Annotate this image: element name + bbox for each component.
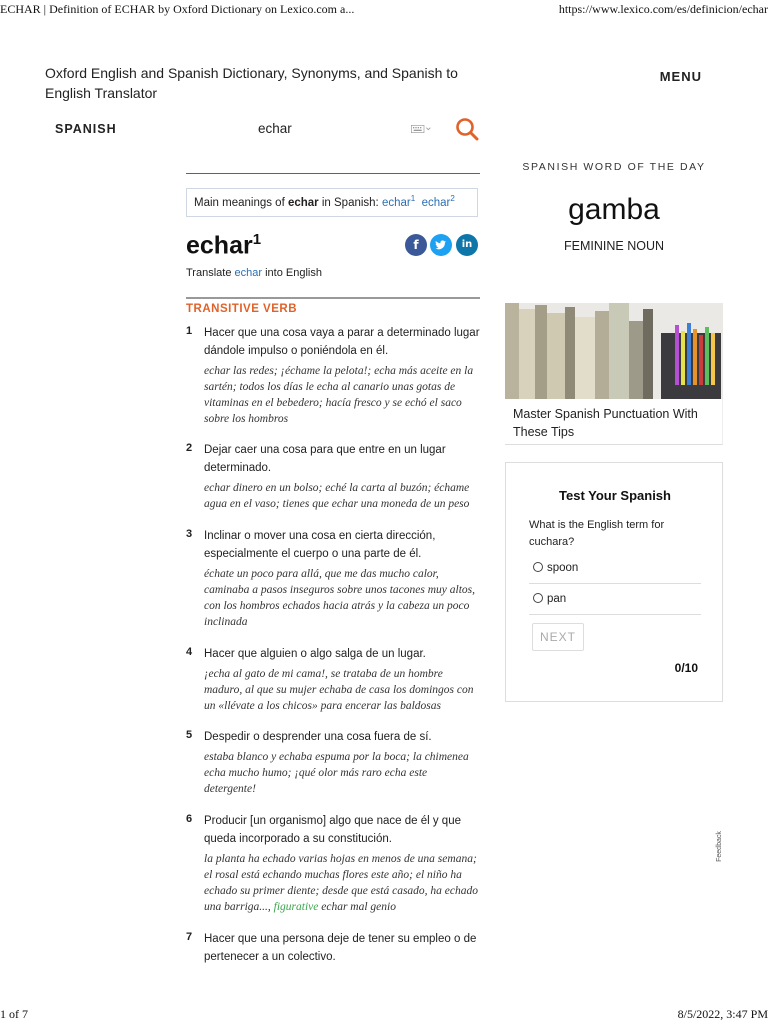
article-title[interactable]: Master Spanish Punctuation With These Tips [513, 407, 698, 439]
sense-item [186, 812, 480, 915]
search-icon[interactable] [455, 117, 479, 141]
quiz-title: Test Your Spanish [559, 488, 671, 503]
sense-item [186, 324, 480, 427]
sense-definition: Despedir o desprender una cosa fuera de sí. [204, 731, 432, 743]
radio-icon[interactable] [533, 593, 543, 603]
quiz-option[interactable] [529, 553, 701, 584]
translate-line [186, 267, 322, 279]
sense-item [186, 728, 480, 797]
sense-example: echar dinero en un bolso; eché la carta al buzón; échame agua en el vaso; tienes que echar una moneda de un peso [204, 482, 470, 510]
quiz-score: 0/10 [674, 661, 698, 675]
main-meanings-box [186, 188, 478, 217]
twitter-bird-icon [430, 234, 452, 256]
sense-definition: Hacer que alguien o algo salga de un lugar. [204, 648, 426, 660]
main-meanings-word: echar [287, 197, 319, 209]
menu-button[interactable]: MENU [659, 69, 702, 84]
word-of-the-day-label: SPANISH WORD OF THE DAY [522, 161, 706, 173]
figurative-label: figurative [273, 901, 319, 913]
article-card[interactable] [505, 303, 723, 445]
facebook-share-icon[interactable]: f [405, 234, 427, 256]
homograph-number: 1 [252, 231, 262, 248]
sense-example: échate un poco para allá, que me das mucho calor, caminaba a pasos inseguros sobre unos tacones muy altos, con los hombros echados hacia atrás y la cabeza un poco inclinada [204, 568, 475, 628]
sense-definition: Inclinar o mover una cosa en cierta dirección, especialmente el cuerpo o una parte de él. [204, 530, 436, 560]
meaning-link-2[interactable] [421, 194, 455, 209]
language-selector[interactable]: SPANISH [55, 122, 117, 136]
print-header-title: ECHAR | Definition of ECHAR by Oxford Dictionary on Lexico.com a... [0, 2, 355, 16]
headword [186, 231, 261, 260]
meaning-link-1-sup: 1 [410, 194, 416, 204]
print-page-count: 1 of 7 [0, 1007, 28, 1021]
meaning-link-1[interactable] [381, 194, 416, 209]
keyboard-icon[interactable] [411, 123, 431, 135]
sense-example: echar las redes; ¡échame la pelota!; echa más aceite en la sartén; todos los días le echa al canario unas gotas de vitaminas en el bebedero; hacía fresco y se echó el saco sobre los hombros [204, 365, 474, 425]
sense-number: 3 [186, 528, 193, 540]
sense-item [186, 930, 480, 966]
sense-number: 4 [186, 646, 193, 658]
sense-number: 1 [186, 325, 193, 337]
linkedin-share-icon[interactable]: in [456, 234, 478, 256]
sense-definition: Dejar caer una cosa para que entre en un lugar determinado. [204, 444, 446, 474]
sense-item [186, 441, 480, 512]
sense-definition: Producir [un organismo] algo que nace de él y que queda incorporado a su constitución. [204, 815, 461, 845]
word-of-the-day-pos: FEMININE NOUN [564, 239, 664, 253]
translate-word-link[interactable]: echar [234, 267, 263, 279]
sense-example [204, 851, 480, 915]
pos-divider [186, 297, 480, 299]
sense-number: 5 [186, 729, 193, 741]
translate-suffix: into English [262, 267, 322, 279]
sense-definition: Hacer que una cosa vaya a parar a determinado lugar dándole impulso o poniéndola en él. [204, 327, 480, 357]
sense-number: 6 [186, 813, 193, 825]
quiz-option[interactable] [529, 584, 701, 615]
site-title[interactable]: Oxford English and Spanish Dictionary, Synonyms, and Spanish to English Translator [45, 65, 458, 101]
quiz-option-label: spoon [547, 562, 579, 574]
sense-item [186, 527, 480, 630]
sense-number: 2 [186, 442, 193, 454]
meaning-link-2-word: echar [421, 197, 451, 209]
quiz-card [505, 462, 723, 702]
main-meanings-middle: in Spanish: [318, 197, 382, 209]
sense-definition: Hacer que una persona deje de tener su empleo o de pertenecer a un colectivo. [204, 933, 477, 963]
quiz-option-label: pan [547, 593, 567, 605]
sense-item [186, 645, 480, 714]
sense-example: ¡echa al gato de mi cama!, se trataba de un hombre maduro, al que su mujer echaba de casa los domingos con un «llévate a los chicos» para encerar las baldosas [204, 668, 474, 712]
sense-number: 7 [186, 931, 193, 943]
twitter-share-icon[interactable] [430, 234, 452, 256]
main-meanings-prefix: Main meanings of [194, 197, 288, 209]
print-header-url: https://www.lexico.com/es/definicion/echar [558, 2, 768, 16]
radio-icon[interactable] [533, 562, 543, 572]
feedback-tab[interactable]: Feedback [715, 831, 723, 862]
meaning-link-2-sup: 2 [450, 194, 455, 204]
print-timestamp: 8/5/2022, 3:47 PM [677, 1007, 768, 1021]
quiz-question: What is the English term for cuchara? [529, 519, 665, 548]
meaning-link-1-word: echar [381, 197, 411, 209]
word-of-the-day-word[interactable]: gamba [568, 193, 660, 226]
sense-example: estaba blanco y echaba espuma por la boca; la chimenea echa mucho humo; ¡qué olor más raro echa este detergente! [204, 751, 469, 795]
translate-prefix: Translate [186, 267, 235, 279]
quiz-next-button[interactable]: NEXT [532, 623, 584, 651]
search-input[interactable]: echar [258, 121, 292, 136]
part-of-speech: TRANSITIVE VERB [186, 303, 298, 315]
headword-text: echar [186, 231, 253, 260]
sense-example-text: la planta ha echado varias hojas en menos de una semana; el rosal está echando muchas flores este año; el niño ha echado su primer diente; desde que está casado, ha echado una barriga..., [204, 853, 479, 913]
sense-example-tail: echar mal genio [318, 901, 396, 913]
books-photo [505, 303, 723, 399]
search-underline [186, 173, 480, 174]
